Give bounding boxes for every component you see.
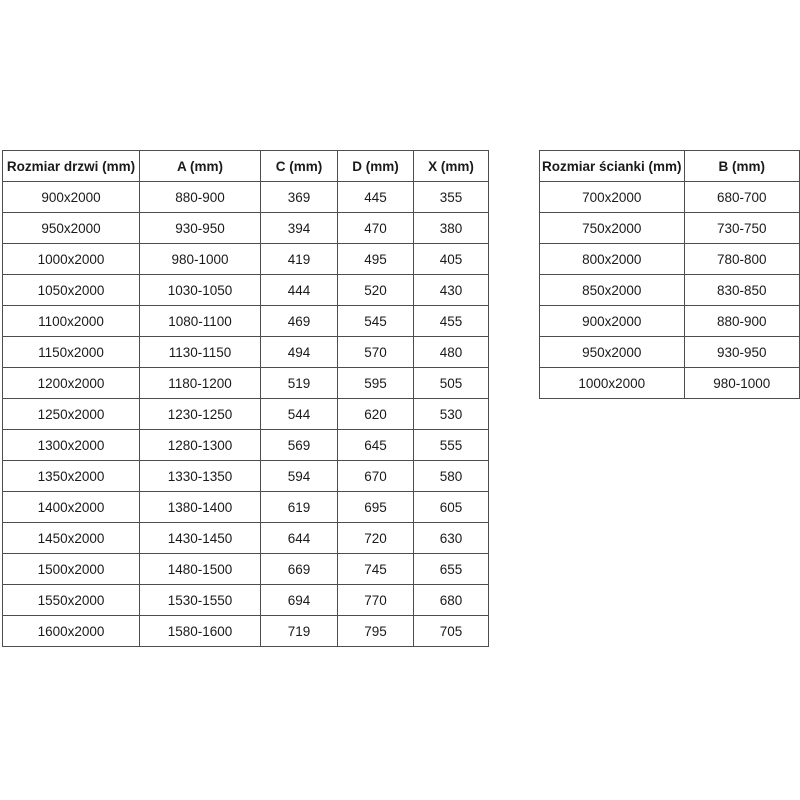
column-header: D (mm) bbox=[338, 151, 414, 182]
table-cell: 495 bbox=[338, 244, 414, 275]
door-table-body bbox=[3, 182, 489, 647]
table-cell: 950x2000 bbox=[3, 213, 140, 244]
table-cell: 1000x2000 bbox=[540, 368, 685, 399]
table-cell: 694 bbox=[261, 585, 338, 616]
table-cell: 1400x2000 bbox=[3, 492, 140, 523]
table-cell: 1550x2000 bbox=[3, 585, 140, 616]
table-cell: 405 bbox=[414, 244, 489, 275]
table-cell: 670 bbox=[338, 461, 414, 492]
table-cell: 730-750 bbox=[684, 213, 799, 244]
table-cell: 494 bbox=[261, 337, 338, 368]
table-cell: 770 bbox=[338, 585, 414, 616]
table-cell: 1480-1500 bbox=[140, 554, 261, 585]
table-cell: 430 bbox=[414, 275, 489, 306]
table-cell: 830-850 bbox=[684, 275, 799, 306]
table-row bbox=[3, 616, 489, 647]
header-row bbox=[3, 151, 489, 182]
table-cell: 880-900 bbox=[140, 182, 261, 213]
table-row bbox=[3, 244, 489, 275]
door-table-header bbox=[3, 151, 489, 182]
column-header: A (mm) bbox=[140, 151, 261, 182]
table-cell: 980-1000 bbox=[684, 368, 799, 399]
table-row bbox=[3, 399, 489, 430]
table-cell: 1250x2000 bbox=[3, 399, 140, 430]
table-cell: 1280-1300 bbox=[140, 430, 261, 461]
table-cell: 1230-1250 bbox=[140, 399, 261, 430]
table-cell: 680 bbox=[414, 585, 489, 616]
table-row bbox=[3, 523, 489, 554]
table-row bbox=[3, 554, 489, 585]
table-cell: 545 bbox=[338, 306, 414, 337]
table-cell: 480 bbox=[414, 337, 489, 368]
table-row bbox=[540, 182, 800, 213]
table-cell: 469 bbox=[261, 306, 338, 337]
wall-table-header bbox=[540, 151, 800, 182]
table-cell: 705 bbox=[414, 616, 489, 647]
table-cell: 1080-1100 bbox=[140, 306, 261, 337]
table-row bbox=[540, 306, 800, 337]
table-cell: 605 bbox=[414, 492, 489, 523]
table-cell: 1580-1600 bbox=[140, 616, 261, 647]
table-cell: 569 bbox=[261, 430, 338, 461]
table-cell: 620 bbox=[338, 399, 414, 430]
table-row bbox=[3, 461, 489, 492]
column-header: Rozmiar drzwi (mm) bbox=[3, 151, 140, 182]
table-cell: 645 bbox=[338, 430, 414, 461]
table-cell: 1450x2000 bbox=[3, 523, 140, 554]
table-cell: 680-700 bbox=[684, 182, 799, 213]
table-cell: 520 bbox=[338, 275, 414, 306]
table-cell: 1300x2000 bbox=[3, 430, 140, 461]
table-row bbox=[3, 492, 489, 523]
table-cell: 695 bbox=[338, 492, 414, 523]
wall-size-table bbox=[539, 150, 800, 399]
table-cell: 470 bbox=[338, 213, 414, 244]
door-size-table bbox=[2, 150, 489, 647]
table-cell: 1330-1350 bbox=[140, 461, 261, 492]
table-cell: 669 bbox=[261, 554, 338, 585]
table-cell: 355 bbox=[414, 182, 489, 213]
table-row bbox=[3, 585, 489, 616]
table-cell: 1100x2000 bbox=[3, 306, 140, 337]
table-cell: 700x2000 bbox=[540, 182, 685, 213]
table-cell: 505 bbox=[414, 368, 489, 399]
table-row bbox=[3, 213, 489, 244]
table-cell: 720 bbox=[338, 523, 414, 554]
table-row bbox=[540, 368, 800, 399]
table-cell: 750x2000 bbox=[540, 213, 685, 244]
table-cell: 980-1000 bbox=[140, 244, 261, 275]
table-row bbox=[3, 430, 489, 461]
table-row bbox=[540, 244, 800, 275]
table-cell: 1150x2000 bbox=[3, 337, 140, 368]
table-cell: 900x2000 bbox=[540, 306, 685, 337]
table-cell: 380 bbox=[414, 213, 489, 244]
table-cell: 1030-1050 bbox=[140, 275, 261, 306]
table-cell: 900x2000 bbox=[3, 182, 140, 213]
table-cell: 570 bbox=[338, 337, 414, 368]
table-cell: 394 bbox=[261, 213, 338, 244]
table-cell: 950x2000 bbox=[540, 337, 685, 368]
table-cell: 444 bbox=[261, 275, 338, 306]
table-cell: 630 bbox=[414, 523, 489, 554]
wall-table-body bbox=[540, 182, 800, 399]
header-row bbox=[540, 151, 800, 182]
table-cell: 1180-1200 bbox=[140, 368, 261, 399]
table-cell: 1350x2000 bbox=[3, 461, 140, 492]
table-cell: 594 bbox=[261, 461, 338, 492]
table-cell: 445 bbox=[338, 182, 414, 213]
table-cell: 419 bbox=[261, 244, 338, 275]
table-cell: 530 bbox=[414, 399, 489, 430]
table-cell: 544 bbox=[261, 399, 338, 430]
table-cell: 1130-1150 bbox=[140, 337, 261, 368]
table-cell: 719 bbox=[261, 616, 338, 647]
table-cell: 930-950 bbox=[684, 337, 799, 368]
table-row bbox=[540, 337, 800, 368]
table-cell: 655 bbox=[414, 554, 489, 585]
table-row bbox=[3, 337, 489, 368]
column-header: B (mm) bbox=[684, 151, 799, 182]
table-cell: 780-800 bbox=[684, 244, 799, 275]
table-cell: 455 bbox=[414, 306, 489, 337]
column-header: X (mm) bbox=[414, 151, 489, 182]
table-cell: 369 bbox=[261, 182, 338, 213]
table-row bbox=[540, 213, 800, 244]
table-cell: 1600x2000 bbox=[3, 616, 140, 647]
table-cell: 1200x2000 bbox=[3, 368, 140, 399]
table-cell: 930-950 bbox=[140, 213, 261, 244]
table-cell: 850x2000 bbox=[540, 275, 685, 306]
table-cell: 880-900 bbox=[684, 306, 799, 337]
table-cell: 1000x2000 bbox=[3, 244, 140, 275]
table-cell: 1500x2000 bbox=[3, 554, 140, 585]
table-row bbox=[540, 275, 800, 306]
table-cell: 580 bbox=[414, 461, 489, 492]
column-header: C (mm) bbox=[261, 151, 338, 182]
table-cell: 519 bbox=[261, 368, 338, 399]
table-cell: 795 bbox=[338, 616, 414, 647]
table-cell: 644 bbox=[261, 523, 338, 554]
table-cell: 1050x2000 bbox=[3, 275, 140, 306]
table-row bbox=[3, 182, 489, 213]
table-cell: 555 bbox=[414, 430, 489, 461]
column-header: Rozmiar ścianki (mm) bbox=[540, 151, 685, 182]
table-row bbox=[3, 368, 489, 399]
table-cell: 1430-1450 bbox=[140, 523, 261, 554]
table-row bbox=[3, 306, 489, 337]
table-cell: 1380-1400 bbox=[140, 492, 261, 523]
table-cell: 595 bbox=[338, 368, 414, 399]
table-cell: 619 bbox=[261, 492, 338, 523]
table-cell: 745 bbox=[338, 554, 414, 585]
table-cell: 800x2000 bbox=[540, 244, 685, 275]
table-row bbox=[3, 275, 489, 306]
table-cell: 1530-1550 bbox=[140, 585, 261, 616]
